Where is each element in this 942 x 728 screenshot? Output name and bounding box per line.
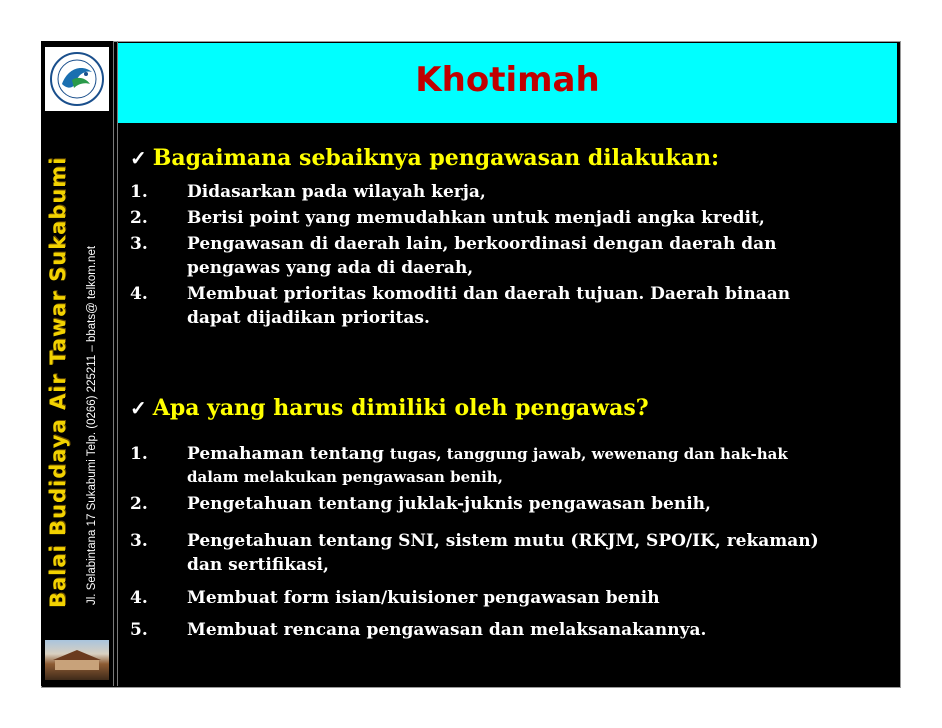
item-number: 3. [130,234,148,254]
section-heading-text: Bagaimana sebaiknya pengawasan dilakukan: [152,145,720,171]
item-text: pengawas yang ada di daerah, [187,258,474,278]
item-number: 4. [130,588,148,608]
building-photo [45,640,109,680]
item-text: Pengetahuan tentang juklak-juknis pengawasan benih, [187,494,711,514]
checkmark-icon: ✓ [130,146,147,170]
item-text: Pengawasan di daerah lain, berkoordinasi dengan daerah dan [187,234,777,254]
item-text: Pengetahuan tentang SNI, sistem mutu (RKJM, SPO/IK, rekaman) [187,531,819,551]
section-heading [130,395,649,421]
item-number: 1. [130,444,148,464]
section-heading [130,145,719,171]
side-title: Balai Budidaya Air Tawar Sukabumi [46,156,70,608]
item-text: Berisi point yang memudahkan untuk menjadi angka kredit, [187,208,765,228]
item-number: 3. [130,531,148,551]
item-number: 2. [130,208,148,228]
section-heading-text: Apa yang harus dimiliki oleh pengawas? [152,395,649,421]
divider-line [113,41,114,686]
item-number: 5. [130,620,148,640]
item-text-part: tugas, tanggung jawab, wewenang dan hak-hak [389,445,788,463]
item-text: Didasarkan pada wilayah kerja, [187,182,486,202]
item-text: Membuat rencana pengawasan dan melaksanakannya. [187,620,707,640]
divider-line [117,41,118,686]
item-number: 2. [130,494,148,514]
item-text: dan sertifikasi, [187,555,329,575]
side-address: Jl. Selabintana 17 Sukabumi Telp. (0266) 225211 – bbats@ telkom.net [86,245,98,605]
checkmark-icon: ✓ [130,396,147,420]
item-text: Membuat prioritas komoditi dan daerah tujuan. Daerah binaan [187,284,791,304]
item-text [187,442,887,466]
item-text-part: Pemahaman tentang [187,444,390,464]
item-number: 1. [130,182,148,202]
slide-title: Khotimah [415,60,600,100]
item-text: Membuat form isian/kuisioner pengawasan benih [187,588,660,608]
institution-logo-icon [45,47,109,111]
item-text: dapat dijadikan prioritas. [187,308,430,328]
item-number: 4. [130,284,148,304]
item-text: dalam melakukan pengawasan benih, [187,468,503,486]
